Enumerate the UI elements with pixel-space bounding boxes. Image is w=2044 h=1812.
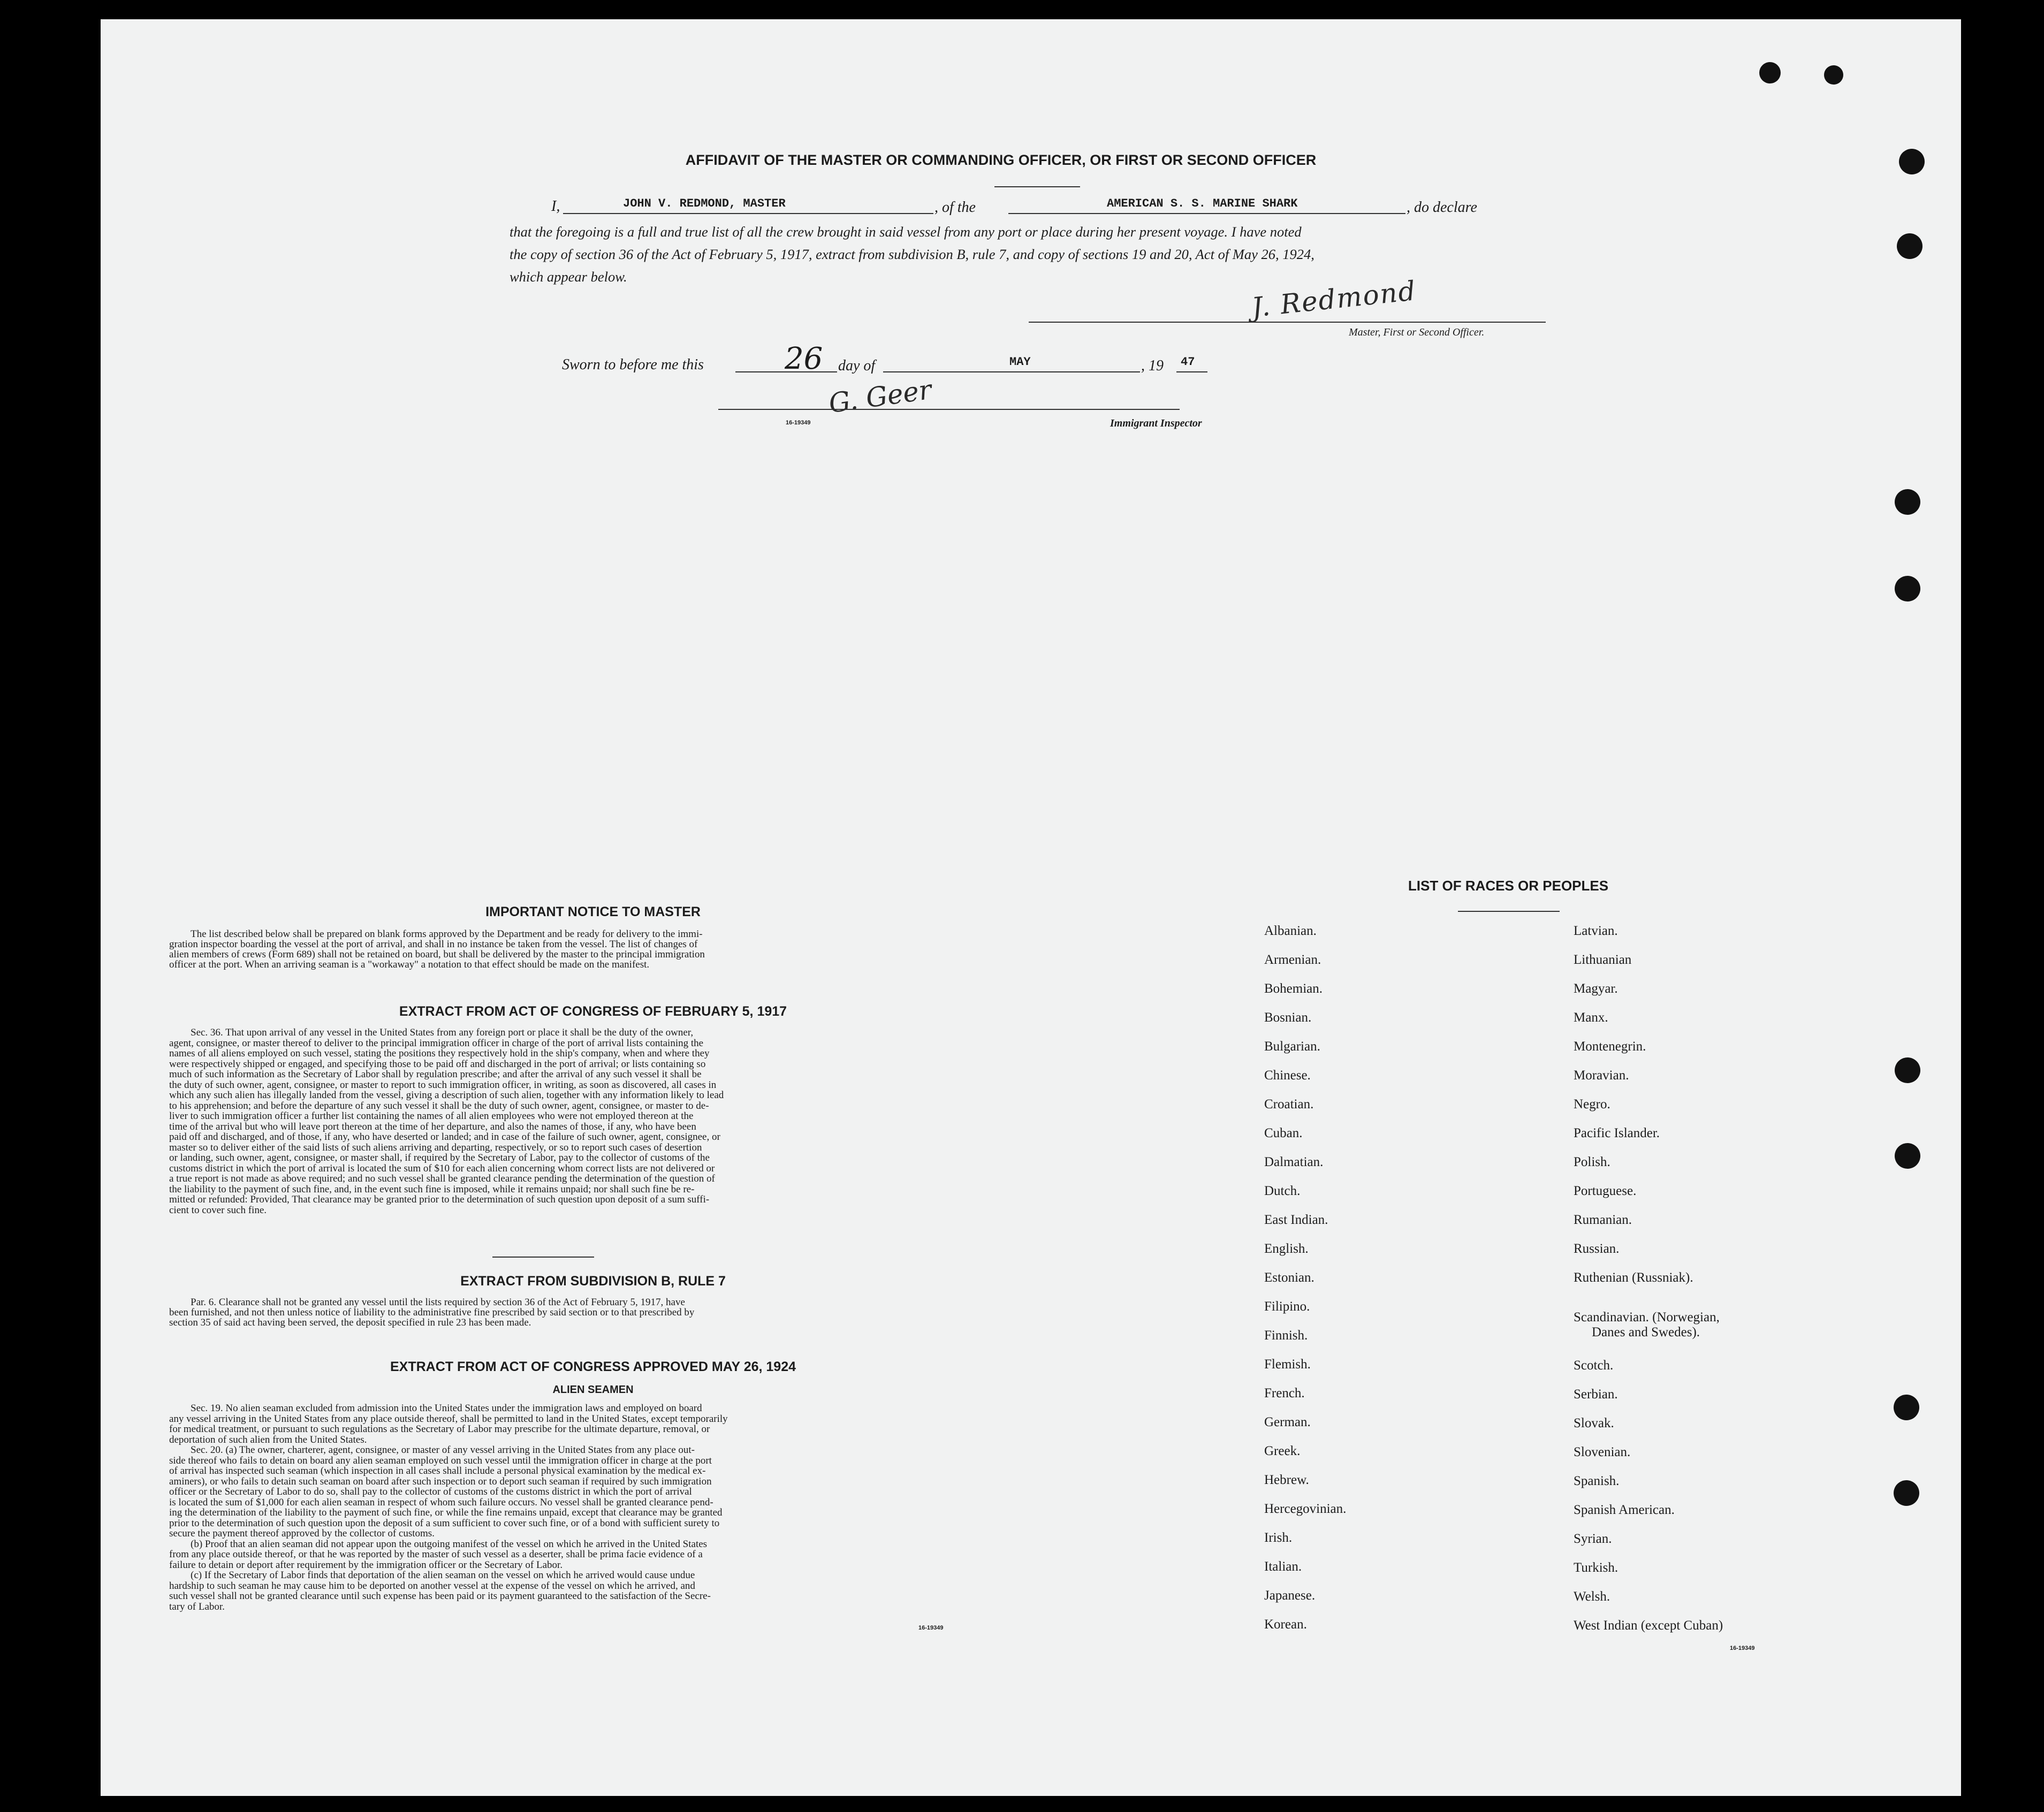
extract-1917-line: or landing, such owner, agent, consignee, or master shall, if required by the Secretary of Labor, pay to the collector of customs of the: [169, 1152, 710, 1163]
punch-hole-icon: [1894, 1395, 1919, 1420]
extract-1917-line: mitted or refunded: Provided, That clearance may be granted prior to the determination of such question upon deposit of a sum suffi-: [169, 1194, 710, 1205]
races-title: LIST OF RACES OR PEOPLES: [1408, 878, 1609, 894]
extract-1924-subtitle: ALIEN SEAMEN: [552, 1384, 634, 1396]
affidavit-form-number: 16-19349: [786, 420, 811, 426]
extract-1924-line: (c) If the Secretary of Labor finds that deportation of the alien seaman on the vessel on which he arrived would cause undue: [191, 1570, 695, 1581]
subdivision-title: EXTRACT FROM SUBDIVISION B, RULE 7: [460, 1274, 726, 1289]
extract-1924-line: of arrival has inspected such seaman (which inspection in all cases shall include a personal physical examination by the medical ex-: [169, 1465, 706, 1476]
extract-1917-line: names of all aliens employed on such vessel, stating the positions they respectively hold in the ship's company, when and where they: [169, 1048, 710, 1059]
race-item: Albanian.: [1264, 924, 1317, 938]
extract-1924-line: ing the determination of the liability to the payment of such fine, or while the fine remains unpaid, except that clearance may be granted: [169, 1507, 723, 1518]
affidavit-title: AFFIDAVIT OF THE MASTER OR COMMANDING OFFICER, OR FIRST OR SECOND OFFICER: [685, 152, 1317, 168]
year-field-line: [1176, 371, 1207, 372]
inspector-signature: G. Geer: [826, 374, 934, 420]
month-field-line: [883, 371, 1140, 372]
race-item: Armenian.: [1264, 953, 1321, 967]
races-divider: [1458, 911, 1560, 912]
race-item: Irish.: [1264, 1531, 1293, 1545]
race-item: Latvian.: [1574, 924, 1618, 938]
year-value: 47: [1181, 355, 1195, 369]
extract-1917-line: master so to deliver either of the said lists of such aliens arriving and departing, respectively, or so to report such cases of desertion: [169, 1141, 702, 1153]
extract-1917-text: [169, 1027, 957, 1215]
punch-hole-icon: [1895, 489, 1920, 515]
extract-1924-line: side thereof who fails to detain on board any alien seaman employed on such vessel until the immigration officer in charge at the port: [169, 1455, 712, 1466]
race-item: Italian.: [1264, 1559, 1302, 1574]
race-item: Montenegrin.: [1574, 1039, 1646, 1054]
notice-line: officer at the port. When an arriving seaman is a "workaway" a notation to that effect should be made on the manifest.: [169, 959, 650, 970]
race-item: Finnish.: [1264, 1328, 1308, 1343]
extract-1917-line: a true report is not made as above required; and no such vessel shall be granted clearance pending the determination of the question of: [169, 1173, 715, 1184]
punch-hole-icon: [1895, 1143, 1920, 1169]
subdivision-line: Par. 6. Clearance shall not be granted any vessel until the lists required by section 36 of the Act of February 5, 1917, have: [191, 1297, 685, 1308]
extract-1924-line: tary of Labor.: [169, 1601, 225, 1612]
race-item: Danes and Swedes).: [1592, 1325, 1700, 1339]
race-item: Magyar.: [1574, 981, 1618, 996]
extract-1917-line: time of the arrival but who will leave port thereon at the time of her departure, and also the names of those, if any, who have been: [169, 1121, 696, 1132]
race-item: Polish.: [1574, 1155, 1610, 1169]
race-item: Hercegovinian.: [1264, 1502, 1347, 1516]
extract-1924-line: prior to the determination of such question upon the deposit of a sum sufficient to cover such fine, or of a bond with sufficient surety to: [169, 1517, 720, 1529]
extract-1917-line: customs district in which the port of arrival is located the sum of $10 for each alien concerning whom correct lists are not delivered or: [169, 1162, 715, 1174]
subdivision-text: [169, 1297, 957, 1328]
extract-1917-line: agent, consignee, or master thereof to deliver to the principal immigration officer in charge of the port of arrival lists containing the: [169, 1037, 704, 1049]
extract-1917-line: liver to such immigration officer a further list containing the names of all alien employees who were not employed thereon at the: [169, 1110, 694, 1122]
race-item: Moravian.: [1574, 1068, 1629, 1083]
extract-1924-line: aminers), or who fails to detain such seaman on board after such inspection or to deport such seaman if required by such immigration: [169, 1475, 712, 1487]
declarant-name: JOHN V. REDMOND, MASTER: [623, 197, 786, 210]
extract-1917-title: EXTRACT FROM ACT OF CONGRESS OF FEBRUARY 5, 1917: [399, 1004, 787, 1019]
extract-1924-line: from any place outside thereof, or that he was reported by the master of such vessel as a deserter, shall be prima facie evidence of a: [169, 1549, 703, 1560]
extract-1917-line: which any such alien has illegally landed from the vessel, giving a description of such alien, together with any information likely to lead: [169, 1090, 724, 1101]
extract-1924-line: Sec. 20. (a) The owner, charterer, agent, consignee, or master of any vessel arriving in the United States from any place out-: [191, 1444, 695, 1456]
extract-1917-line: the duty of such owner, agent, consignee, or master to report to such immigration officer, in writing, as soon as discovered, all cases in: [169, 1079, 717, 1091]
punch-hole-icon: [1895, 576, 1920, 602]
extract-1924-text: [169, 1403, 957, 1612]
race-item: Lithuanian: [1574, 953, 1632, 967]
race-item: West Indian (except Cuban): [1574, 1618, 1723, 1633]
race-item: Flemish.: [1264, 1357, 1311, 1372]
race-item: Manx.: [1574, 1010, 1608, 1025]
extract-1924-line: (b) Proof that an alien seaman did not appear upon the outgoing manifest of the vessel on which he arrived in the United States: [191, 1538, 708, 1550]
name-field-line: [563, 213, 933, 214]
inspector-signature-line: [718, 409, 1180, 410]
race-item: Turkish.: [1574, 1560, 1619, 1575]
affidavit-body-line-2: the copy of section 36 of the Act of February 5, 1917, extract from subdivision B, rule 7, and copy of sections 19 and 20, Act of May 26, 1924,: [510, 246, 1314, 262]
punch-hole-icon: [1899, 149, 1925, 174]
punch-hole-icon: [1897, 233, 1923, 259]
declarant-prefix: I,: [551, 198, 560, 215]
extract-1924-title: EXTRACT FROM ACT OF CONGRESS APPROVED MAY 26, 1924: [390, 1359, 796, 1374]
affidavit-body-line-3: which appear below.: [510, 269, 627, 285]
signature-caption: Master, First or Second Officer.: [1349, 326, 1485, 338]
title-divider: [994, 186, 1080, 187]
race-item: Hebrew.: [1264, 1473, 1309, 1487]
race-item: Croatian.: [1264, 1097, 1314, 1111]
race-item: Greek.: [1264, 1444, 1301, 1458]
race-item: Syrian.: [1574, 1532, 1612, 1546]
race-item: Spanish American.: [1574, 1503, 1675, 1517]
race-item: Negro.: [1574, 1097, 1610, 1111]
race-item: Dutch.: [1264, 1184, 1301, 1198]
race-item: Bulgarian.: [1264, 1039, 1320, 1054]
race-item: French.: [1264, 1386, 1305, 1400]
year-prefix: , 19: [1141, 357, 1164, 374]
vessel-field-line: [1008, 213, 1405, 214]
extract-1924-line: for medical treatment, or pursuant to such regulations as the Secretary of Labor may prescribe for the ultimate departure, removal, or: [169, 1423, 710, 1435]
affidavit-body-line-1: that the foregoing is a full and true list of all the crew brought in said vessel from any port or place during her present voyage. I have noted: [510, 224, 1302, 240]
extract-1924-line: secure the payment thereof approved by the collector of customs.: [169, 1528, 435, 1539]
month-value: MAY: [1009, 355, 1031, 369]
race-item: Welsh.: [1574, 1589, 1610, 1604]
extract-1924-line: officer or the Secretary of Labor to do so, shall pay to the collector of customs of the customs district in which the port of arrival: [169, 1486, 692, 1497]
extract-1917-line: paid off and discharged, and of those, if any, who have deserted or landed; and in case of the failure of such owner, agent, consignee, or: [169, 1131, 720, 1143]
extract-form-number: 16-19349: [918, 1625, 944, 1631]
extract-1917-line: cient to cover such fine.: [169, 1204, 267, 1216]
race-item: Ruthenian (Russniak).: [1574, 1270, 1693, 1285]
punch-hole-icon: [1894, 1480, 1919, 1506]
race-item: Bohemian.: [1264, 981, 1323, 996]
notice-line: alien members of crews (Form 689) shall not be retained on board, but shall be delivered by the master to the principal immigration: [169, 949, 705, 960]
of-the-label: , of the: [934, 199, 976, 216]
race-item: Japanese.: [1264, 1588, 1316, 1603]
race-item: Scotch.: [1574, 1358, 1614, 1373]
race-item: Slovenian.: [1574, 1445, 1631, 1459]
races-form-number: 16-19349: [1730, 1645, 1755, 1651]
punch-hole-icon: [1824, 65, 1843, 85]
extract-1924-line: hardship to such seaman he may cause him to be deported on another vessel at the expense of the vessel on which he arrived, and: [169, 1580, 695, 1592]
extract-1924-line: is located the sum of $1,000 for each alien seaman in respect of whom such failure occurs. No vessel shall be granted clearance pend-: [169, 1496, 713, 1508]
inspector-caption: Immigrant Inspector: [1110, 417, 1202, 429]
race-item: Scandinavian. (Norwegian,: [1574, 1310, 1720, 1324]
race-item: Portuguese.: [1574, 1184, 1637, 1198]
sworn-label: Sworn to before me this: [562, 356, 704, 373]
extract-1924-line: failure to detain or deport after requirement by the immigration officer or the Secretary of Labor.: [169, 1559, 563, 1571]
race-item: Serbian.: [1574, 1387, 1618, 1402]
vessel-name: AMERICAN S. S. MARINE SHARK: [1107, 197, 1298, 210]
notice-line: gration inspector boarding the vessel at the port of arrival, and shall in no instance be taken from the vessel. The list of changes of: [169, 939, 698, 950]
notice-line: The list described below shall be prepared on blank forms approved by the Department and be ready for delivery to the immi-: [191, 928, 703, 940]
race-item: English.: [1264, 1242, 1309, 1256]
race-item: Spanish.: [1574, 1474, 1620, 1488]
do-declare-label: , do declare: [1407, 199, 1477, 216]
extract-1917-line: to his apprehension; and before the departure of any such vessel it shall be the duty of such owner, agent, consignee, or master to de-: [169, 1100, 709, 1111]
day-of-label: day of: [838, 357, 876, 374]
master-signature: J. Redmond: [1250, 275, 1418, 323]
race-item: East Indian.: [1264, 1213, 1328, 1227]
signature-line: [1029, 322, 1546, 323]
subdivision-line: section 35 of said act having been served, the deposit specified in rule 23 has been made.: [169, 1317, 531, 1328]
extract-1917-line: Sec. 36. That upon arrival of any vessel in the United States from any foreign port or place it shall be the duty of the owner,: [191, 1027, 694, 1038]
document-page: [101, 19, 1961, 1796]
race-item: German.: [1264, 1415, 1311, 1429]
race-item: Korean.: [1264, 1617, 1307, 1632]
race-item: Chinese.: [1264, 1068, 1311, 1083]
race-item: Rumanian.: [1574, 1213, 1632, 1227]
race-item: Dalmatian.: [1264, 1155, 1324, 1169]
race-item: Slovak.: [1574, 1416, 1614, 1430]
extract-1917-line: were respectively shipped or engaged, and specifying those to be paid off and discharged in the port of arrival; or lists containing so: [169, 1058, 706, 1070]
race-item: Filipino.: [1264, 1299, 1310, 1314]
race-item: Estonian.: [1264, 1270, 1314, 1285]
day-value: 26: [785, 341, 823, 376]
extract-1917-line: the liability to the payment of such fine, and, in the event such fine is imposed, while it remains unpaid; nor shall such fine be re-: [169, 1183, 695, 1195]
extract-1924-line: any vessel arriving in the United States from any place outside thereof, shall be permitted to land in the United States, except temporarily: [169, 1413, 728, 1425]
extract-1917-line: much of such information as the Secretary of Labor shall by regulation prescribe; and after the arrival of any such vessel it shall be: [169, 1069, 702, 1080]
race-item: Cuban.: [1264, 1126, 1303, 1140]
race-item: Russian.: [1574, 1242, 1620, 1256]
section-divider: [492, 1257, 594, 1258]
notice-text: [169, 929, 957, 970]
extract-1924-line: Sec. 19. No alien seaman excluded from admission into the United States under the immigration laws and employed on board: [191, 1403, 702, 1414]
race-item: Bosnian.: [1264, 1010, 1312, 1025]
race-item: Pacific Islander.: [1574, 1126, 1660, 1140]
extract-1924-line: deportation of such alien from the United States.: [169, 1434, 367, 1445]
subdivision-line: been furnished, and not then unless notice of liability to the administrative fine prescribed by said section or to that prescribed by: [169, 1307, 695, 1318]
notice-title: IMPORTANT NOTICE TO MASTER: [485, 904, 701, 919]
punch-hole-icon: [1895, 1057, 1920, 1083]
punch-hole-icon: [1759, 62, 1781, 83]
extract-1924-line: such vessel shall not be granted clearance until such expense has been paid or its payment guaranteed to the satisfaction of the Secre-: [169, 1590, 711, 1602]
